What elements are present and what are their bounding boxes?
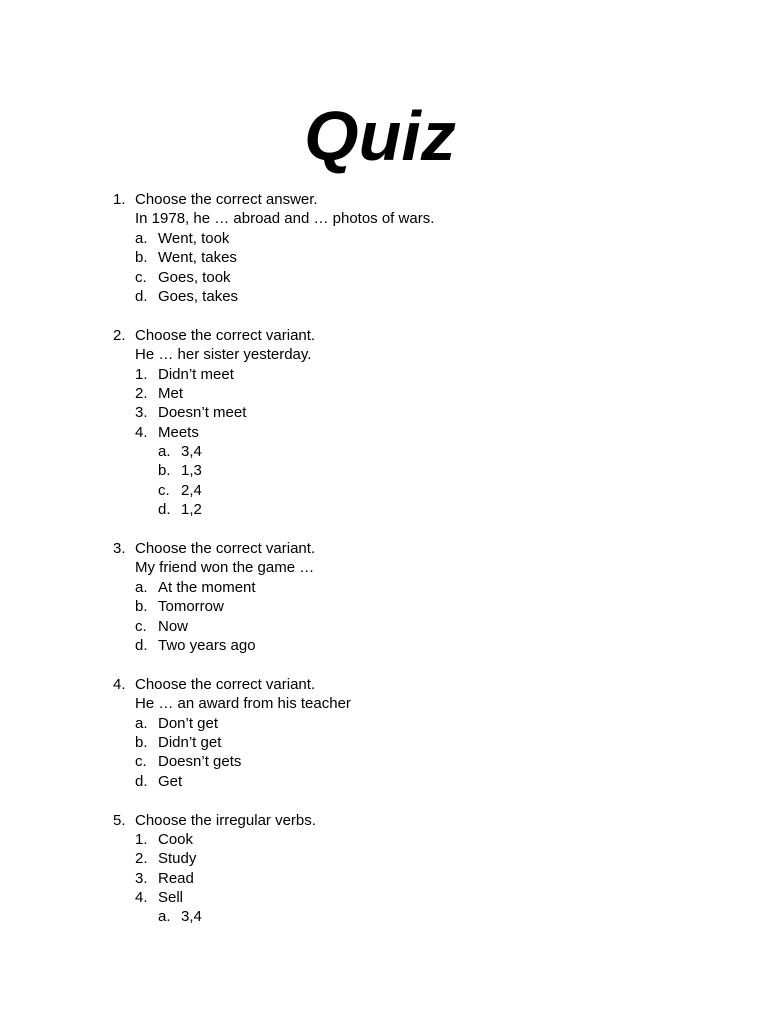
option-marker: d. [158, 501, 171, 519]
option-marker: b. [135, 249, 148, 267]
option-text: At the moment [158, 578, 256, 596]
answer-option[interactable] [113, 714, 733, 733]
option-text: 2,4 [181, 481, 202, 499]
option-text: Didn’t get [158, 733, 222, 751]
item-marker: 4. [135, 889, 148, 907]
question-instruction: Choose the correct variant. [135, 326, 316, 344]
item-text: Didn’t meet [158, 365, 234, 383]
answer-option[interactable] [113, 617, 733, 636]
option-text: 3,4 [181, 908, 202, 926]
answer-option[interactable] [113, 229, 733, 248]
question-instruction: Choose the correct variant. [135, 540, 316, 558]
item-marker: 1. [135, 365, 148, 383]
option-marker: b. [135, 733, 148, 751]
spacer [113, 655, 733, 674]
answer-option[interactable] [113, 500, 733, 519]
option-text: Doesn’t gets [158, 753, 242, 771]
option-marker: a. [135, 578, 148, 596]
question-number: 1. [113, 191, 126, 208]
option-marker: b. [135, 598, 148, 616]
option-marker: a. [135, 714, 148, 732]
item-text: Met [158, 384, 184, 402]
option-text: Goes, takes [158, 287, 239, 305]
option-marker: d. [135, 287, 148, 305]
page-title: Quiz [304, 97, 456, 175]
option-text: Don’t get [158, 714, 219, 732]
spacer [113, 520, 733, 539]
option-text: Now [158, 617, 189, 635]
option-text: 3,4 [181, 443, 202, 461]
item-marker: 2. [135, 384, 148, 402]
question-instruction: Choose the correct answer. [135, 191, 318, 208]
option-text: 1,2 [181, 501, 202, 519]
question-number: 2. [113, 326, 126, 344]
question-5 [113, 811, 733, 927]
item-marker: 4. [135, 423, 148, 441]
answer-option[interactable] [113, 287, 733, 306]
item-marker: 3. [135, 869, 148, 887]
quiz-list [113, 190, 733, 927]
option-text: Went, took [158, 229, 230, 247]
item-marker: 1. [135, 830, 148, 848]
item-text: Study [158, 850, 197, 868]
spacer [113, 791, 733, 810]
question-2 [113, 326, 733, 520]
option-marker: c. [135, 617, 147, 635]
item-text: Meets [158, 423, 199, 441]
question-prompt: In 1978, he … abroad and … photos of wars. [135, 210, 435, 228]
answer-option[interactable] [113, 442, 733, 461]
answer-option[interactable] [113, 752, 733, 771]
option-text: 1,3 [181, 462, 202, 480]
item-marker: 3. [135, 404, 148, 422]
answer-option[interactable] [113, 907, 733, 926]
option-text: Went, takes [158, 249, 237, 267]
question-3 [113, 539, 733, 655]
answer-option[interactable] [113, 733, 733, 752]
option-text: Goes, took [158, 268, 231, 286]
answer-option[interactable] [113, 636, 733, 655]
question-prompt: My friend won the game … [135, 559, 315, 577]
option-marker: a. [158, 443, 171, 461]
answer-option[interactable] [113, 461, 733, 480]
option-text: Tomorrow [158, 598, 224, 616]
question-4 [113, 675, 733, 791]
option-text: Two years ago [158, 636, 256, 654]
answer-option[interactable] [113, 248, 733, 267]
option-marker: a. [135, 229, 148, 247]
item-text: Read [158, 869, 194, 887]
answer-option[interactable] [113, 268, 733, 287]
answer-option[interactable] [113, 597, 733, 616]
question-number: 3. [113, 540, 126, 558]
question-instruction: Choose the irregular verbs. [135, 811, 316, 829]
item-text: Sell [158, 889, 184, 907]
question-instruction: Choose the correct variant. [135, 675, 316, 693]
answer-option[interactable] [113, 772, 733, 791]
option-marker: b. [158, 462, 171, 480]
question-number: 4. [113, 675, 126, 693]
item-marker: 2. [135, 850, 148, 868]
answer-option[interactable] [113, 481, 733, 500]
item-text: Doesn’t meet [158, 404, 247, 422]
option-marker: a. [158, 908, 171, 926]
option-marker: d. [135, 772, 148, 790]
option-text: Get [158, 772, 183, 790]
answer-option[interactable] [113, 578, 733, 597]
option-marker: c. [135, 268, 147, 286]
item-text: Cook [158, 830, 194, 848]
question-1 [113, 190, 733, 306]
question-prompt: He … her sister yesterday. [135, 346, 312, 364]
question-prompt: He … an award from his teacher [135, 695, 351, 713]
option-marker: c. [158, 481, 170, 499]
option-marker: d. [135, 636, 148, 654]
option-marker: c. [135, 753, 147, 771]
spacer [113, 306, 733, 325]
question-number: 5. [113, 811, 126, 829]
